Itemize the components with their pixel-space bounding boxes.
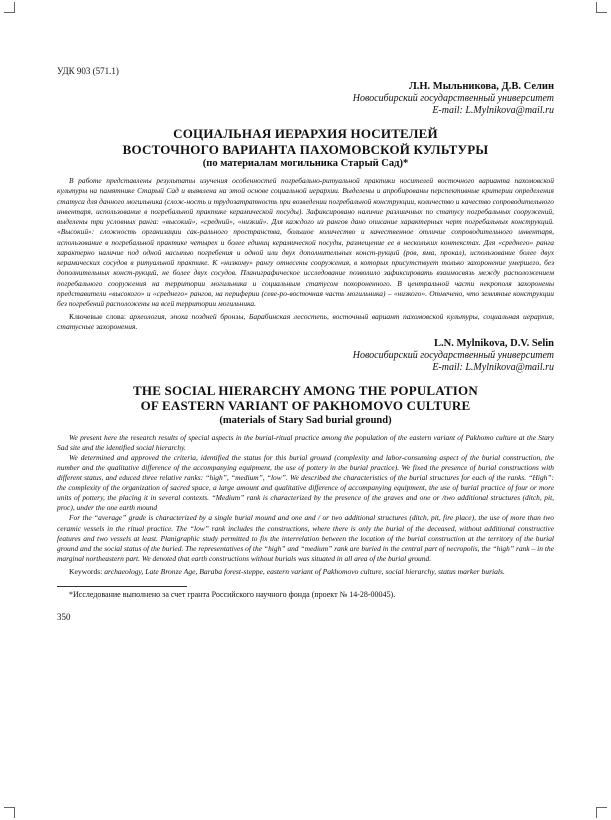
ru-keywords-label: Ключевые слова: <box>69 312 126 322</box>
en-keywords-label: Keywords: <box>69 566 103 576</box>
en-abstract-paragraph: We determined and approved the criteria, identified the status for this burial ground (complexity and labor-consuming aspect of the burial construction, the number and the qualitative difference of the accompanying equipment, the use of pottery in the burial practice). We fixed the presence of burial constructions with different status, and educed three relative ranks: “high”, “medium”, “low”. We described the characteristics of the burial structures for each of the ranks. “High”: the complexity of the organization of sacred space, a large amount and qualitative difference of accompanying equipment, the use of burial practice of four or more units of pottery, the placing it in several contexts. “Medium” rank is characterized by the presence of the graves and one or /two additional structures (ditch, pit, proc), under the one earth mound <box>57 452 554 513</box>
en-title-line-2: OF EASTERN VARIANT OF PAKHOMOVO CULTURE <box>140 398 471 414</box>
crop-mark-top-right <box>596 2 607 13</box>
ru-title-line-1: СОЦИАЛЬНАЯ ИЕРАРХИЯ НОСИТЕЛЕЙ <box>173 126 438 141</box>
ru-title-line-2: ВОСТОЧНОГО ВАРИАНТА ПАХОМОВСКОЙ КУЛЬТУРЫ <box>122 141 489 157</box>
ru-subtitle: (по материалам могильника Старый Сад)* <box>202 158 409 169</box>
en-title-line-1: THE SOCIAL HIERARCHY AMONG THE POPULATION <box>133 382 478 398</box>
en-subtitle: (materials of Stary Sad burial ground) <box>219 414 392 426</box>
footnote-divider <box>57 586 187 587</box>
ru-email: E-mail: L.Mylnikova@mail.ru <box>432 105 554 116</box>
ru-university: Новосибирский государственный университет <box>352 93 554 104</box>
page-number: 350 <box>57 612 71 623</box>
ru-keywords-text: археология, эпоха поздней бронзы, Барабинская лесостепь, восточный вариант пахомовской культуры, социальная иерархия, статусные захоронения. <box>57 312 554 332</box>
en-abstract-paragraph: For the “average” grade is characterized by a single burial mound and one and / or two additional structures (ditch, pit, fire place), the use of more than two ceramic vessels in the ritual practice. The “low” rank includes the constructions, where there is only the burial of the deceased, without additional constructive features and two vessels at least. Planigraphic study permitted to fix the interrelation between the location of the burial construction at the territory of the burial ground and the social status of the buried. The representatives of the “high” and “medium” rank are buried in the central part of necropolis, the “high” rank – in the marginal northeastern part. We denoted that earth constructions without burials was situated in all area of the burial ground. <box>57 513 554 563</box>
crop-mark-top-left <box>4 2 15 13</box>
crop-mark-bottom-left <box>4 807 15 818</box>
en-keywords-text: archaeology, Late Bronze Age, Baraba forest-steppe, eastern variant of Pakhomovo culture, social hierarchy, status marker burials. <box>104 566 505 576</box>
en-abstract <box>57 433 554 564</box>
en-abstract-paragraph: We present here the research results of special aspects in the burial-ritual practice among the population of the eastern variant of Pakhomo culture at the Stary Sad site and the identified social hierarchy. <box>57 432 554 452</box>
en-keywords <box>57 567 554 577</box>
en-authors: L.N. Mylnikova, D.V. Selin <box>434 337 554 349</box>
udk-code: УДК 903 (571.1) <box>57 66 119 76</box>
en-email: E-mail: L.Mylnikova@mail.ru <box>432 361 554 373</box>
crop-mark-bottom-right <box>596 807 607 818</box>
ru-authors: Л.Н. Мыльникова, Д.В. Селин <box>408 81 554 92</box>
ru-keywords <box>57 312 554 332</box>
footnote: *Исследование выполнено за счет гранта Российского научного фонда (проект № 14-28-00045). <box>69 590 396 600</box>
article-page <box>57 66 554 622</box>
ru-abstract: В работе представлены результаты изучения особенностей погребально-ритуальной практики носителей восточного варианта пахомовской культуры на памятнике Старый Сад и выявлена на этой основе социальной иерархии. Выделены и апробированы перспективные критерии определения статуса для данного могильника (слож-ность и трудозатратность при возведении погребальной конструкции, количество и качество сопроводительного инвентаря, использование в погребальной практике керамической посуды). Зафиксировано наличие разлиичных по статусу погребальных сооружений, выделены три условных ранга: «высокий», «средний», «низкий». Для каждого из рангов дано описание характерных черт погребальных конструкций. «Высокий»: сложность организации сак-рального пространства, большое количество и качественное отличие сопроводительного инвентаря, использование в погребальной практике четырех и более единиц керамической посуды, размещение ее в нескольких контекстах. Для «среднего» ранга характерно наличие под одной насыпью погребения и одной или двух дополнительных конст-рукций (ров, яма, прокал), использование более двух керамических сосудов в ритуальной практике. К «низкому» рангу отнесены сооружения, в которых присутствует только захоронение умершего, без дополнительных конст-рукций, не более двух сосудов. Планиграфическое исследование позволило зафиксировать взаимосвязь между расположением погребального сооружения на территории могильника и социальным статусом похороненного. В центральной части некрополя захоронены представители «высокого» и «среднего» рангов, на периферии (севе-ро-восточная часть могильника) – «низкого». Отмечено, что земляные конструкции без погребений расположены на всей территории могильника. <box>57 176 554 308</box>
en-university: Новосибирский государственный университет <box>352 349 554 361</box>
